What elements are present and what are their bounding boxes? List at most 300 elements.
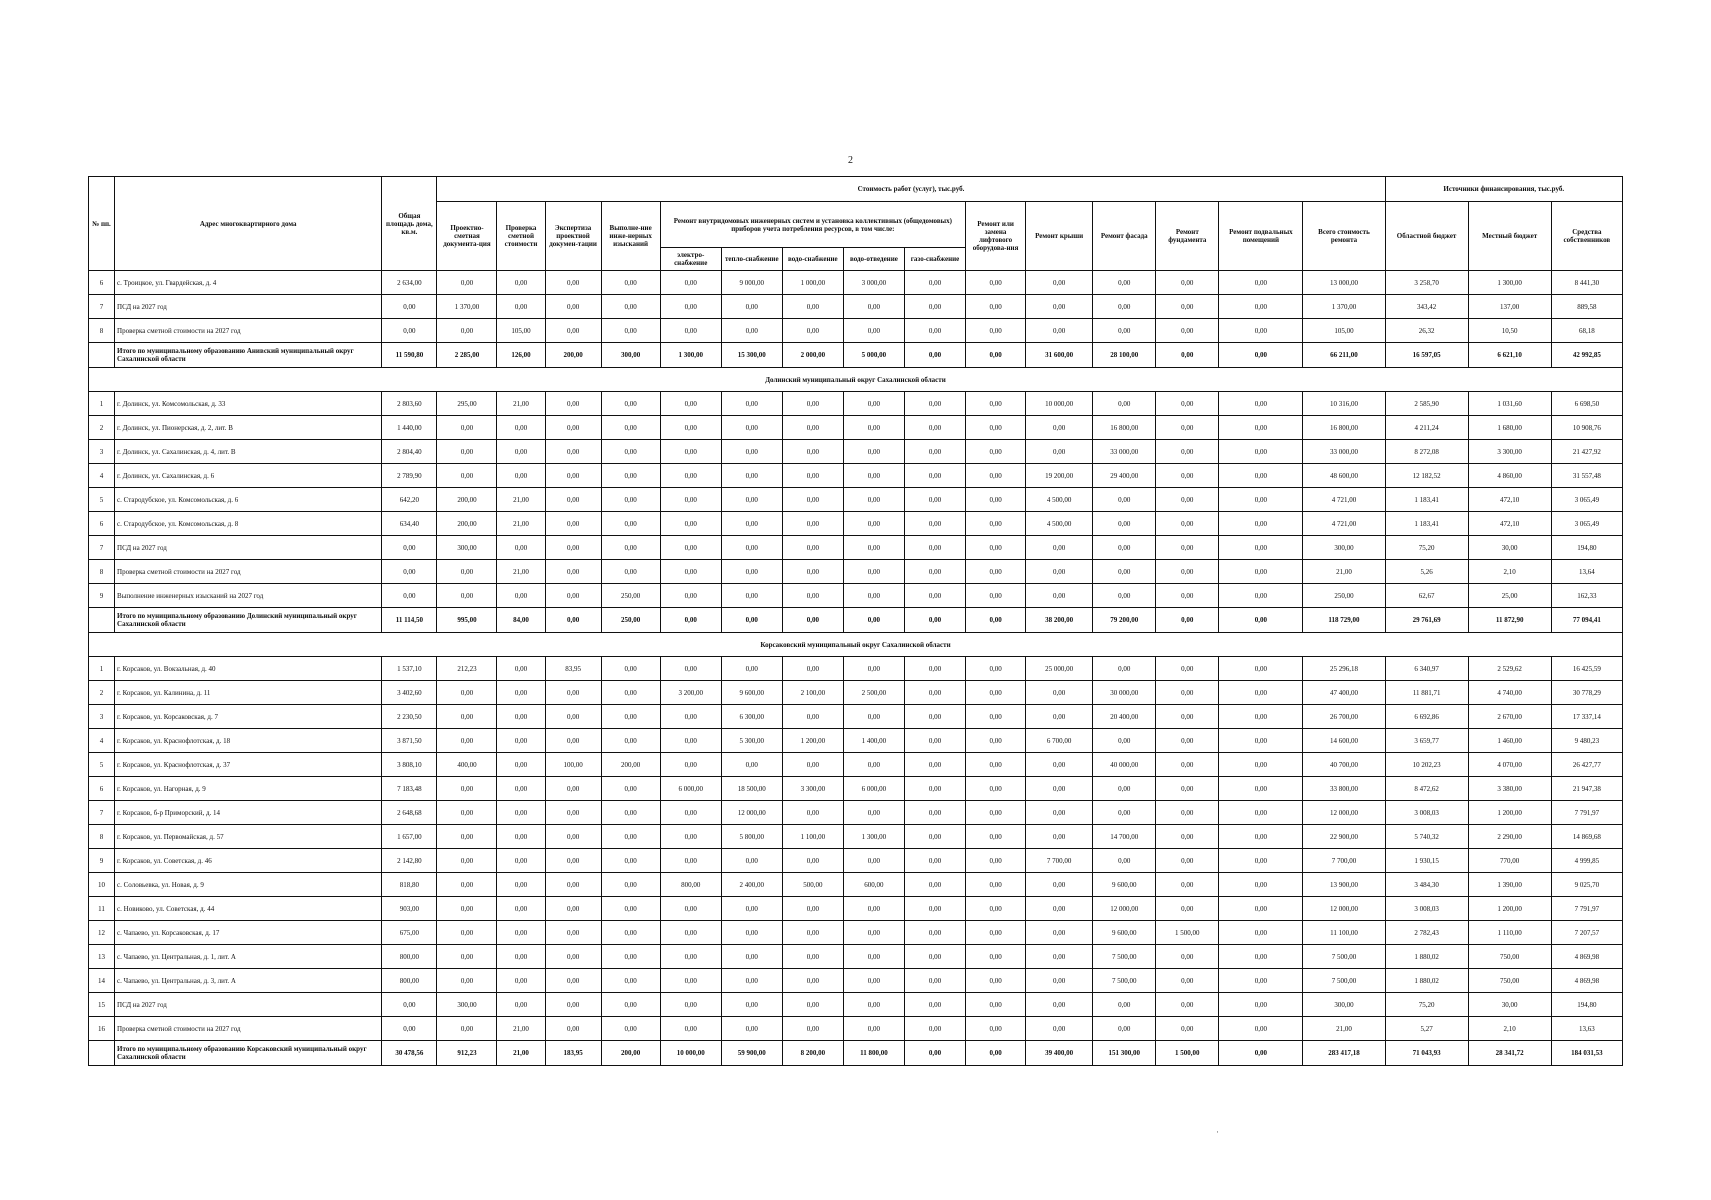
table-cell: 4 869,98 — [1551, 945, 1622, 969]
table-cell: 0,00 — [545, 584, 601, 608]
table-cell: 6 000,00 — [660, 777, 721, 801]
table-cell: 0,00 — [904, 560, 965, 584]
table-cell: 0,00 — [1026, 897, 1093, 921]
table-cell: 0,00 — [601, 1017, 660, 1041]
table-cell: 0,00 — [1219, 464, 1303, 488]
table-cell: 0,00 — [1219, 681, 1303, 705]
table-cell: 8 441,30 — [1551, 271, 1622, 295]
table-cell: 0,00 — [497, 705, 545, 729]
table-row — [89, 969, 1623, 993]
table-cell: 0,00 — [1026, 319, 1093, 343]
table-cell: 0,00 — [497, 416, 545, 440]
header-systems-group: Ремонт внутридомовых инженерных систем и установка коллективных (общедомовых) приборов учета потребления ресурсов, в том числе: — [660, 202, 965, 248]
table-cell: 0,00 — [1156, 705, 1219, 729]
table-cell: 0,00 — [1156, 729, 1219, 753]
cell-no — [89, 343, 115, 368]
table-row — [89, 584, 1623, 608]
table-cell: 0,00 — [382, 295, 437, 319]
table-cell: 0,00 — [843, 560, 904, 584]
table-cell: 0,00 — [660, 705, 721, 729]
table-cell: 0,00 — [782, 753, 843, 777]
table-cell: 0,00 — [904, 584, 965, 608]
header-sys-gas: газо-снабжение — [904, 248, 965, 271]
table-cell: 0,00 — [721, 897, 782, 921]
table-cell: 12 000,00 — [1093, 897, 1156, 921]
table-cell: 39 400,00 — [1026, 1041, 1093, 1066]
cell-no: 8 — [89, 560, 115, 584]
table-cell: 0,00 — [904, 1041, 965, 1066]
table-cell: 0,00 — [497, 271, 545, 295]
table-cell: 105,00 — [497, 319, 545, 343]
table-cell: 14 869,68 — [1551, 825, 1622, 849]
table-cell: 0,00 — [1219, 705, 1303, 729]
table-cell: 0,00 — [782, 416, 843, 440]
table-cell: 0,00 — [601, 512, 660, 536]
table-cell: 0,00 — [782, 1017, 843, 1041]
table-cell: 903,00 — [382, 897, 437, 921]
table-cell: 0,00 — [782, 464, 843, 488]
cell-address: Итого по муниципальному образованию Анивский муниципальный округ Сахалинской области — [115, 343, 382, 368]
table-cell: 0,00 — [497, 801, 545, 825]
table-cell: 0,00 — [1026, 777, 1093, 801]
table-cell: 0,00 — [966, 416, 1026, 440]
table-cell: 3 008,03 — [1385, 897, 1468, 921]
table-cell: 0,00 — [1093, 801, 1156, 825]
table-cell: 0,00 — [782, 608, 843, 633]
cell-address: г. Долинск, ул. Сахалинская, д. 4, лит. В — [115, 440, 382, 464]
table-cell: 0,00 — [545, 921, 601, 945]
table-cell: 0,00 — [966, 464, 1026, 488]
table-cell: 0,00 — [1093, 536, 1156, 560]
cell-address: Проверка сметной стоимости на 2027 год — [115, 319, 382, 343]
table-cell: 0,00 — [545, 993, 601, 1017]
table-cell: 0,00 — [437, 873, 497, 897]
table-cell: 0,00 — [545, 536, 601, 560]
table-cell: 0,00 — [843, 608, 904, 633]
table-cell: 0,00 — [1156, 608, 1219, 633]
table-cell: 0,00 — [966, 729, 1026, 753]
table-cell: 0,00 — [601, 993, 660, 1017]
table-cell: 30 478,56 — [382, 1041, 437, 1066]
table-cell: 5 800,00 — [721, 825, 782, 849]
table-cell: 1 880,02 — [1385, 969, 1468, 993]
scan-speck: · — [1216, 1127, 1219, 1137]
table-cell: 1 370,00 — [437, 295, 497, 319]
table-cell: 0,00 — [904, 319, 965, 343]
table-cell: 0,00 — [721, 560, 782, 584]
table-cell: 0,00 — [1026, 921, 1093, 945]
table-cell: 250,00 — [601, 584, 660, 608]
table-cell: 0,00 — [1156, 777, 1219, 801]
table-cell: 3 808,10 — [382, 753, 437, 777]
table-cell: 1 657,00 — [382, 825, 437, 849]
table-cell: 0,00 — [545, 392, 601, 416]
table-cell: 0,00 — [1093, 560, 1156, 584]
section-row — [89, 368, 1623, 392]
table-cell: 75,20 — [1385, 536, 1468, 560]
table-row — [89, 873, 1623, 897]
table-cell: 26,32 — [1385, 319, 1468, 343]
cell-no: 7 — [89, 536, 115, 560]
header-roof: Ремонт крыши — [1026, 202, 1093, 271]
table-cell: 0,00 — [545, 440, 601, 464]
table-cell: 0,00 — [1156, 753, 1219, 777]
cell-address: г. Корсаков, б-р Приморский, д. 14 — [115, 801, 382, 825]
table-cell: 0,00 — [904, 945, 965, 969]
header-surveys: Выполне-ние инже-нерных изысканий — [601, 202, 660, 271]
table-cell: 0,00 — [966, 681, 1026, 705]
table-cell: 0,00 — [660, 319, 721, 343]
table-cell: 0,00 — [497, 681, 545, 705]
table-cell: 7 791,97 — [1551, 801, 1622, 825]
table-cell: 4 500,00 — [1026, 488, 1093, 512]
table-cell: 0,00 — [843, 945, 904, 969]
cell-address: Выполнение инженерных изысканий на 2027 год — [115, 584, 382, 608]
table-cell: 0,00 — [601, 271, 660, 295]
table-cell: 2 290,00 — [1468, 825, 1551, 849]
table-cell: 0,00 — [904, 295, 965, 319]
table-cell: 0,00 — [545, 295, 601, 319]
cell-no: 3 — [89, 440, 115, 464]
table-cell: 0,00 — [1219, 440, 1303, 464]
table-cell: 184 031,53 — [1551, 1041, 1622, 1066]
table-cell: 0,00 — [497, 897, 545, 921]
table-cell: 0,00 — [1093, 392, 1156, 416]
table-cell: 0,00 — [1156, 849, 1219, 873]
table-cell: 0,00 — [966, 584, 1026, 608]
table-row — [89, 801, 1623, 825]
table-cell: 26 427,77 — [1551, 753, 1622, 777]
table-cell: 12 000,00 — [1303, 801, 1385, 825]
table-cell: 0,00 — [497, 873, 545, 897]
table-cell: 0,00 — [843, 295, 904, 319]
table-cell: 0,00 — [1156, 1017, 1219, 1041]
table-cell: 0,00 — [904, 897, 965, 921]
table-cell: 21,00 — [497, 512, 545, 536]
table-cell: 7 500,00 — [1303, 945, 1385, 969]
table-cell: 0,00 — [660, 584, 721, 608]
table-cell: 1 200,00 — [1468, 897, 1551, 921]
table-cell: 0,00 — [437, 416, 497, 440]
table-cell: 10,50 — [1468, 319, 1551, 343]
table-row — [89, 825, 1623, 849]
table-cell: 9 025,70 — [1551, 873, 1622, 897]
table-row — [89, 440, 1623, 464]
table-cell: 0,00 — [1156, 560, 1219, 584]
table-cell: 0,00 — [660, 440, 721, 464]
header-sys-water: водо-снабжение — [782, 248, 843, 271]
table-cell: 7 700,00 — [1026, 849, 1093, 873]
table-cell: 0,00 — [904, 705, 965, 729]
table-cell: 0,00 — [782, 897, 843, 921]
table-cell: 0,00 — [1026, 440, 1093, 464]
table-cell: 0,00 — [1093, 1017, 1156, 1041]
table-cell: 75,20 — [1385, 993, 1468, 1017]
table-cell: 1 440,00 — [382, 416, 437, 440]
table-cell: 0,00 — [1026, 801, 1093, 825]
table-cell: 9 600,00 — [1093, 873, 1156, 897]
cell-no — [89, 608, 115, 633]
table-cell: 0,00 — [904, 777, 965, 801]
table-cell: 2,10 — [1468, 560, 1551, 584]
cell-address: Проверка сметной стоимости на 2027 год — [115, 1017, 382, 1041]
table-cell: 0,00 — [601, 945, 660, 969]
table-cell: 31 600,00 — [1026, 343, 1093, 368]
table-cell: 13 000,00 — [1303, 271, 1385, 295]
table-cell: 295,00 — [437, 392, 497, 416]
table-cell: 0,00 — [660, 993, 721, 1017]
table-cell: 0,00 — [904, 753, 965, 777]
table-cell: 126,00 — [497, 343, 545, 368]
cell-address: Итого по муниципальному образованию Долинский муниципальный округ Сахалинской области — [115, 608, 382, 633]
table-cell: 0,00 — [1026, 271, 1093, 295]
table-cell: 1 200,00 — [782, 729, 843, 753]
cell-no: 11 — [89, 897, 115, 921]
table-cell: 0,00 — [966, 392, 1026, 416]
table-cell: 0,00 — [966, 440, 1026, 464]
page-number: 2 — [848, 155, 853, 166]
table-cell: 750,00 — [1468, 969, 1551, 993]
table-cell: 40 000,00 — [1093, 753, 1156, 777]
table-cell: 0,00 — [966, 969, 1026, 993]
table-cell: 16 425,59 — [1551, 657, 1622, 681]
cell-address: ПСД на 2027 год — [115, 536, 382, 560]
table-cell: 0,00 — [782, 993, 843, 1017]
table-cell: 9 600,00 — [721, 681, 782, 705]
table-cell: 0,00 — [1219, 777, 1303, 801]
table-cell: 0,00 — [1026, 705, 1093, 729]
table-cell: 0,00 — [1026, 825, 1093, 849]
header-total: Всего стоимость ремонта — [1303, 202, 1385, 271]
table-cell: 0,00 — [904, 416, 965, 440]
table-cell: 0,00 — [904, 681, 965, 705]
table-cell: 5 000,00 — [843, 343, 904, 368]
table-row — [89, 319, 1623, 343]
cell-address: г. Долинск, ул. Пионерская, д. 2, лит. В — [115, 416, 382, 440]
table-cell: 0,00 — [545, 608, 601, 633]
table-cell: 912,23 — [437, 1041, 497, 1066]
table-cell: 472,10 — [1468, 512, 1551, 536]
cell-no: 8 — [89, 825, 115, 849]
table-cell: 0,00 — [601, 921, 660, 945]
table-cell: 8 272,08 — [1385, 440, 1468, 464]
table-cell: 33 000,00 — [1303, 440, 1385, 464]
cell-no: 10 — [89, 873, 115, 897]
table-cell: 675,00 — [382, 921, 437, 945]
table-cell: 0,00 — [843, 440, 904, 464]
table-cell: 0,00 — [437, 271, 497, 295]
table-cell: 0,00 — [1156, 584, 1219, 608]
table-cell: 200,00 — [545, 343, 601, 368]
table-row — [89, 753, 1623, 777]
cell-no: 2 — [89, 681, 115, 705]
cell-no: 6 — [89, 777, 115, 801]
table-cell: 0,00 — [904, 512, 965, 536]
cell-address: г. Корсаков, ул. Первомайская, д. 57 — [115, 825, 382, 849]
table-cell: 3 258,70 — [1385, 271, 1468, 295]
cell-address: Проверка сметной стоимости на 2027 год — [115, 560, 382, 584]
table-cell: 105,00 — [1303, 319, 1385, 343]
table-row — [89, 729, 1623, 753]
table-cell: 0,00 — [601, 392, 660, 416]
table-cell: 10 908,76 — [1551, 416, 1622, 440]
table-cell: 11 800,00 — [843, 1041, 904, 1066]
table-cell: 4 211,24 — [1385, 416, 1468, 440]
table-cell: 25 000,00 — [1026, 657, 1093, 681]
table-cell: 7 700,00 — [1303, 849, 1385, 873]
table-cell: 0,00 — [660, 560, 721, 584]
header-sys-sewer: водо-отведение — [843, 248, 904, 271]
table-cell: 0,00 — [660, 295, 721, 319]
table-cell: 0,00 — [721, 849, 782, 873]
table-cell: 3 065,49 — [1551, 512, 1622, 536]
table-cell: 0,00 — [497, 945, 545, 969]
table-cell: 4 721,00 — [1303, 512, 1385, 536]
table-cell: 0,00 — [1093, 777, 1156, 801]
table-cell: 0,00 — [721, 969, 782, 993]
table-cell: 183,95 — [545, 1041, 601, 1066]
table-cell: 0,00 — [497, 584, 545, 608]
table-cell: 0,00 — [382, 536, 437, 560]
table-cell: 0,00 — [721, 1017, 782, 1041]
cell-no: 13 — [89, 945, 115, 969]
table-cell: 0,00 — [782, 657, 843, 681]
table-cell: 0,00 — [966, 319, 1026, 343]
cell-address: г. Корсаков, ул. Советская, д. 46 — [115, 849, 382, 873]
table-cell: 0,00 — [601, 657, 660, 681]
table-cell: 7 791,97 — [1551, 897, 1622, 921]
table-row — [89, 705, 1623, 729]
table-cell: 2 529,62 — [1468, 657, 1551, 681]
table-cell: 31 557,48 — [1551, 464, 1622, 488]
table-cell: 0,00 — [545, 777, 601, 801]
total-row — [89, 1041, 1623, 1066]
table-cell: 0,00 — [843, 705, 904, 729]
table-cell: 11 872,90 — [1468, 608, 1551, 633]
cell-address: с. Соловьевка, ул. Новая, д. 9 — [115, 873, 382, 897]
cell-address: с. Стародубское, ул. Комсомольская, д. 6 — [115, 488, 382, 512]
table-cell: 7 500,00 — [1093, 969, 1156, 993]
table-cell: 0,00 — [1026, 753, 1093, 777]
cell-no: 1 — [89, 657, 115, 681]
table-cell: 0,00 — [1219, 608, 1303, 633]
table-cell: 0,00 — [1093, 488, 1156, 512]
table-cell: 0,00 — [966, 560, 1026, 584]
table-cell: 0,00 — [966, 825, 1026, 849]
cell-no: 1 — [89, 392, 115, 416]
table-cell: 47 400,00 — [1303, 681, 1385, 705]
table-cell: 13,64 — [1551, 560, 1622, 584]
table-cell: 0,00 — [497, 440, 545, 464]
cell-address: с. Чапаево, ул. Корсаковская, д. 17 — [115, 921, 382, 945]
table-header — [89, 177, 1623, 271]
table-cell: 200,00 — [437, 488, 497, 512]
table-cell: 0,00 — [782, 801, 843, 825]
table-cell: 0,00 — [721, 319, 782, 343]
table-cell: 7 500,00 — [1093, 945, 1156, 969]
table-cell: 4 721,00 — [1303, 488, 1385, 512]
table-cell: 0,00 — [437, 801, 497, 825]
table-cell: 0,00 — [721, 608, 782, 633]
repair-cost-table — [88, 176, 1623, 1066]
table-cell: 2 803,60 — [382, 392, 437, 416]
cell-no: 15 — [89, 993, 115, 1017]
table-row — [89, 464, 1623, 488]
section-row — [89, 633, 1623, 657]
cell-address: г. Корсаков, ул. Вокзальная, д. 40 — [115, 657, 382, 681]
table-cell: 2 804,40 — [382, 440, 437, 464]
table-cell: 7 207,57 — [1551, 921, 1622, 945]
table-cell: 0,00 — [904, 343, 965, 368]
table-cell: 0,00 — [1156, 464, 1219, 488]
table-cell: 0,00 — [1219, 560, 1303, 584]
table-row — [89, 681, 1623, 705]
table-cell: 1 537,10 — [382, 657, 437, 681]
table-cell: 300,00 — [1303, 993, 1385, 1017]
total-row — [89, 343, 1623, 368]
table-cell: 1 300,00 — [1468, 271, 1551, 295]
table-cell: 0,00 — [601, 825, 660, 849]
table-cell: 0,00 — [1219, 969, 1303, 993]
table-cell: 0,00 — [545, 873, 601, 897]
cell-no: 6 — [89, 512, 115, 536]
table-cell: 0,00 — [904, 801, 965, 825]
table-cell: 0,00 — [1026, 295, 1093, 319]
table-cell: 18 500,00 — [721, 777, 782, 801]
cell-no — [89, 1041, 115, 1066]
table-cell: 0,00 — [601, 488, 660, 512]
header-sources-group: Источники финансирования, тыс.руб. — [1385, 177, 1622, 202]
table-cell: 0,00 — [1219, 295, 1303, 319]
cell-address: с. Троицкое, ул. Гвардейская, д. 4 — [115, 271, 382, 295]
table-cell: 4 070,00 — [1468, 753, 1551, 777]
table-cell: 0,00 — [1219, 657, 1303, 681]
table-cell: 79 200,00 — [1093, 608, 1156, 633]
table-cell: 0,00 — [904, 1017, 965, 1041]
table-cell: 0,00 — [904, 873, 965, 897]
table-row — [89, 657, 1623, 681]
table-cell: 0,00 — [1219, 729, 1303, 753]
table-cell: 0,00 — [782, 945, 843, 969]
table-cell: 0,00 — [1026, 1017, 1093, 1041]
table-cell: 0,00 — [1026, 536, 1093, 560]
table-cell: 0,00 — [1219, 945, 1303, 969]
table-cell: 0,00 — [1219, 801, 1303, 825]
table-cell: 0,00 — [1219, 319, 1303, 343]
table-cell: 1 110,00 — [1468, 921, 1551, 945]
table-cell: 0,00 — [545, 416, 601, 440]
table-cell: 2 285,00 — [437, 343, 497, 368]
table-cell: 1 500,00 — [1156, 1041, 1219, 1066]
table-cell: 11 100,00 — [1303, 921, 1385, 945]
table-cell: 0,00 — [382, 584, 437, 608]
table-cell: 0,00 — [904, 271, 965, 295]
table-cell: 1 460,00 — [1468, 729, 1551, 753]
header-foundation: Ремонт фундамента — [1156, 202, 1219, 271]
table-cell: 0,00 — [1093, 584, 1156, 608]
table-cell: 0,00 — [1219, 825, 1303, 849]
table-cell: 0,00 — [437, 945, 497, 969]
table-cell: 40 700,00 — [1303, 753, 1385, 777]
table-row — [89, 993, 1623, 1017]
table-cell: 0,00 — [437, 464, 497, 488]
table-cell: 26 700,00 — [1303, 705, 1385, 729]
table-cell: 0,00 — [782, 392, 843, 416]
table-cell: 2 789,90 — [382, 464, 437, 488]
table-cell: 0,00 — [1156, 945, 1219, 969]
table-cell: 28 100,00 — [1093, 343, 1156, 368]
table-cell: 0,00 — [1219, 488, 1303, 512]
